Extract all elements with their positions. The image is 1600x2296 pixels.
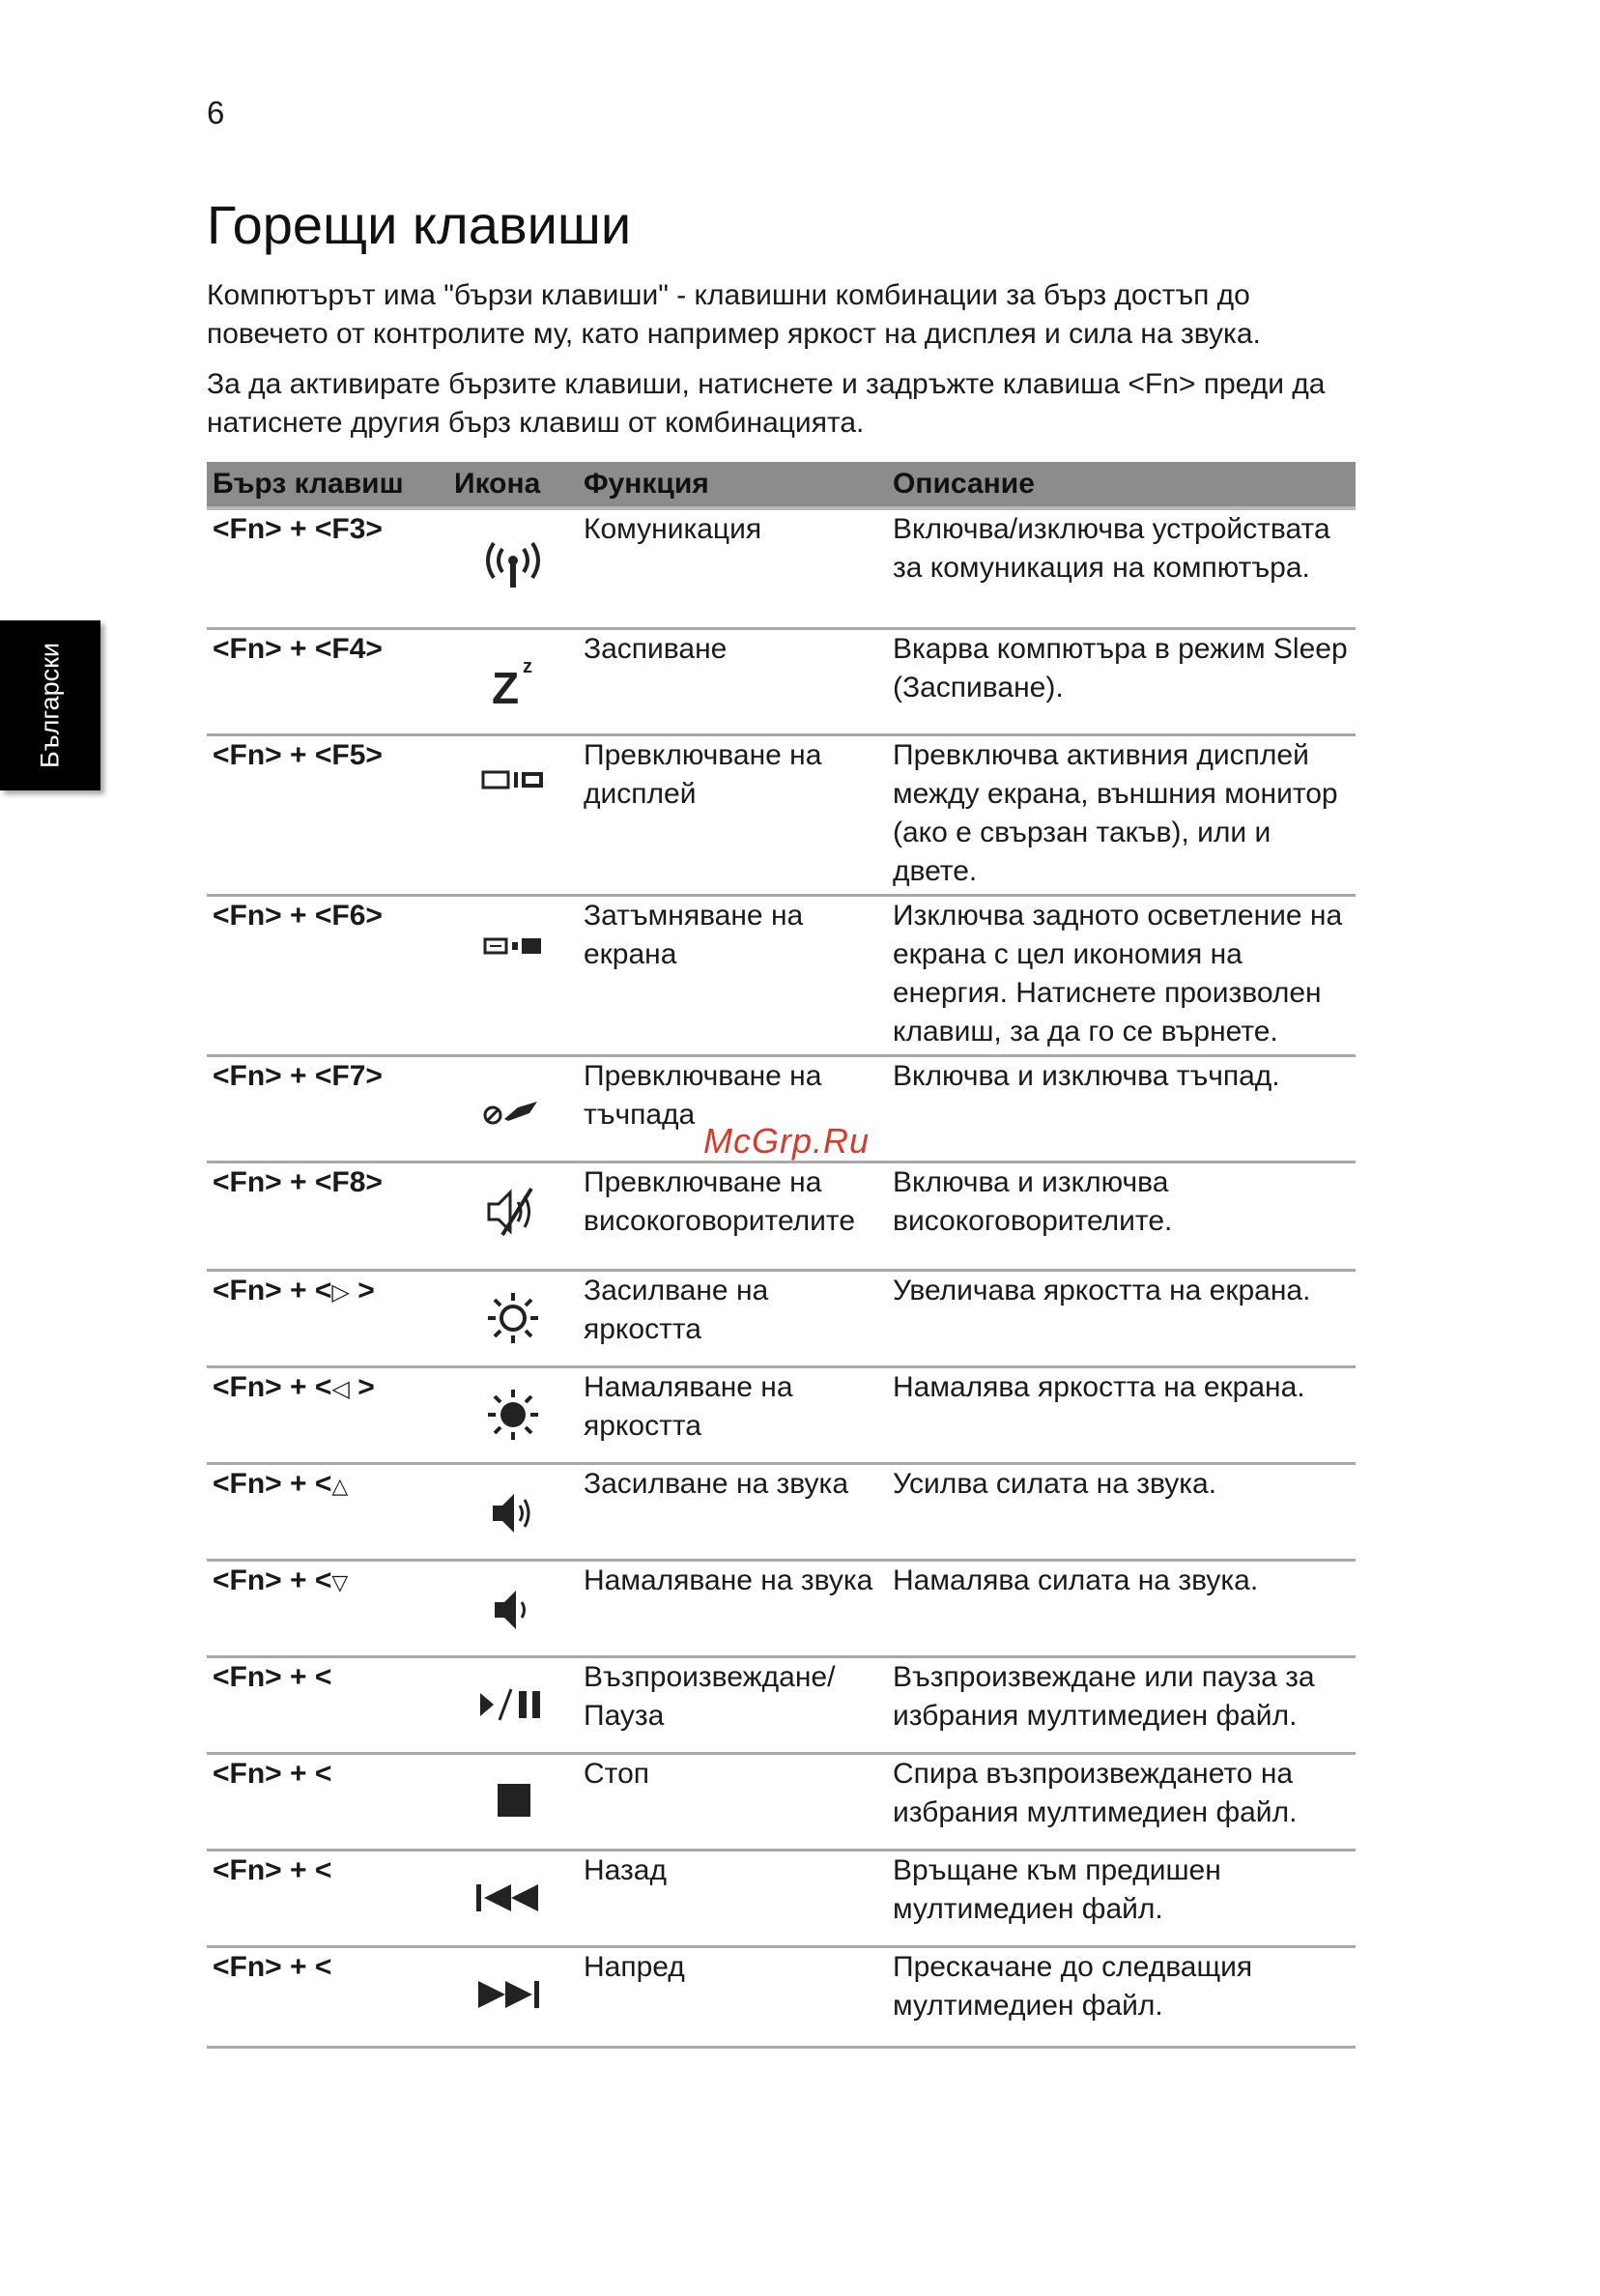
hotkey-cell [207,1366,448,1463]
description-cell: Намалява яркостта на екрана. [887,1366,1356,1463]
wireless-communication-icon [479,535,547,597]
header-key: Бърз клавиш [207,462,448,508]
intro-paragraph-2: За да активирате бързите клавиши, натиснете и задръжте клавиша <Fn> преди да натиснете другия бърз клавиш от комбинацията. [207,368,1326,439]
brightness-up-icon [479,1287,547,1349]
description-cell: Превключва активния дисплей между екрана, външния монитор (ако е свързан такъв), или и двете. [887,734,1356,895]
table-row [207,1946,1356,2047]
hotkey-cell [207,1270,448,1366]
description-cell: Спира възпроизвеждането на избрания мултимедиен файл. [887,1753,1356,1850]
table-row [207,734,1356,895]
table-row [207,1162,1356,1270]
function-cell: Възпроизвеждане/ Пауза [578,1656,887,1753]
play-pause-icon [474,1683,552,1726]
function-cell: Превключване на високоговорителите [578,1162,887,1270]
table-row [207,895,1356,1055]
hotkey-prefix: <Fn> + < [213,1467,332,1500]
volume-down-icon [479,1581,547,1639]
previous-track-icon [472,1879,554,1917]
svg-text:Z: Z [492,662,520,711]
arrow-up-key-icon: △ [331,1473,349,1498]
header-description: Описание [887,462,1356,508]
description-cell: Включва и изключва високоговорителите. [887,1162,1356,1270]
intro-paragraph-1: Компютърът има "бързи клавиши" - клавишни комбинации за бърз достъп до повечето от контролите му, като например яркост на дисплея и сила на звука. [207,279,1261,350]
svg-text:z: z [523,655,532,677]
description-cell: Връщане към предишен мултимедиен файл. [887,1850,1356,1946]
hotkey-suffix: > [349,1370,375,1403]
hotkey-cell: <Fn> + < [207,1656,448,1753]
header-icon: Икона [448,462,578,508]
function-cell: Превключване на дисплей [578,734,887,895]
description-cell: Включва и изключва тъчпад. [887,1055,1356,1162]
function-cell: Стоп [578,1753,887,1850]
description-cell: Вкарва компютъра в режим Sleep (Заспиване). [887,628,1356,734]
table-row [207,508,1356,628]
hotkey-cell: <Fn> + <F4> [207,628,448,734]
page-number: 6 [207,95,225,130]
page-title: Горещи клавиши [207,194,632,255]
description-cell: Включва/изключва устройствата за комуникация на компютъра. [887,508,1356,628]
table-row [207,1850,1356,1946]
hotkey-cell: <Fn> + <F7> [207,1055,448,1162]
arrow-right-key-icon: ▷ [331,1278,350,1306]
volume-up-icon [479,1484,547,1542]
speaker-mute-icon [479,1183,547,1241]
arrow-down-key-icon: ▽ [331,1569,349,1594]
hotkey-cell: <Fn> + < [207,1753,448,1850]
hotkey-cell [207,1560,448,1656]
description-cell: Изключва задното осветление на екрана с цел икономия на енергия. Натиснете произволен клавиш, за да го се върнете. [887,895,1356,1055]
screen-blank-icon [479,932,547,961]
function-cell: Намаляване на звука [578,1560,887,1656]
stop-icon [484,1780,542,1822]
brightness-down-icon [479,1384,547,1446]
description-cell: Прескачане до следващия мултимедиен файл. [887,1946,1356,2047]
function-cell: Назад [578,1850,887,1946]
hotkey-cell [207,1463,448,1560]
table-row [207,1560,1356,1656]
function-cell: Превключване на тъчпада [578,1055,887,1162]
description-cell: Усилва силата на звука. [887,1463,1356,1560]
hotkey-suffix: > [349,1274,375,1306]
hotkey-cell: <Fn> + <F5> [207,734,448,895]
language-side-tab-label: Български [35,642,65,769]
function-cell: Засилване на яркостта [578,1270,887,1366]
function-cell: Комуникация [578,508,887,628]
description-cell: Увеличава яркостта на екрана. [887,1270,1356,1366]
hotkey-prefix: <Fn> + < [213,1274,332,1306]
table-row [207,628,1356,734]
table-row [207,1753,1356,1850]
function-cell: Напред [578,1946,887,2047]
hotkey-cell: <Fn> + <F3> [207,508,448,628]
language-side-tab [0,620,100,790]
hotkey-cell: <Fn> + <F8> [207,1162,448,1270]
table-row [207,1656,1356,1753]
function-cell: Заспиване [578,628,887,734]
function-cell: Намаляване на яркостта [578,1366,887,1463]
hotkey-prefix: <Fn> + < [213,1370,332,1403]
touchpad-toggle-icon [479,1090,547,1129]
table-row [207,1270,1356,1366]
table-row [207,1463,1356,1560]
arrow-left-key-icon: ◁ [331,1375,350,1402]
header-function: Функция [578,462,887,508]
hotkeys-table [207,462,1356,2049]
table-row [207,1366,1356,1463]
function-cell: Затъмняване на екрана [578,895,887,1055]
description-cell: Възпроизвеждане или пауза за избрания мултимедиен файл. [887,1656,1356,1753]
hotkey-prefix: <Fn> + < [213,1564,332,1596]
table-header-row [207,462,1356,508]
hotkey-cell: <Fn> + < [207,1850,448,1946]
hotkey-cell: <Fn> + < [207,1946,448,2047]
function-cell: Засилване на звука [578,1463,887,1560]
hotkey-cell: <Fn> + <F6> [207,895,448,1055]
display-toggle-icon [479,765,547,794]
sleep-icon [484,649,542,711]
description-cell: Намалява силата на звука. [887,1560,1356,1656]
next-track-icon [472,1975,554,2014]
watermark: McGrp.Ru [703,1121,871,1161]
